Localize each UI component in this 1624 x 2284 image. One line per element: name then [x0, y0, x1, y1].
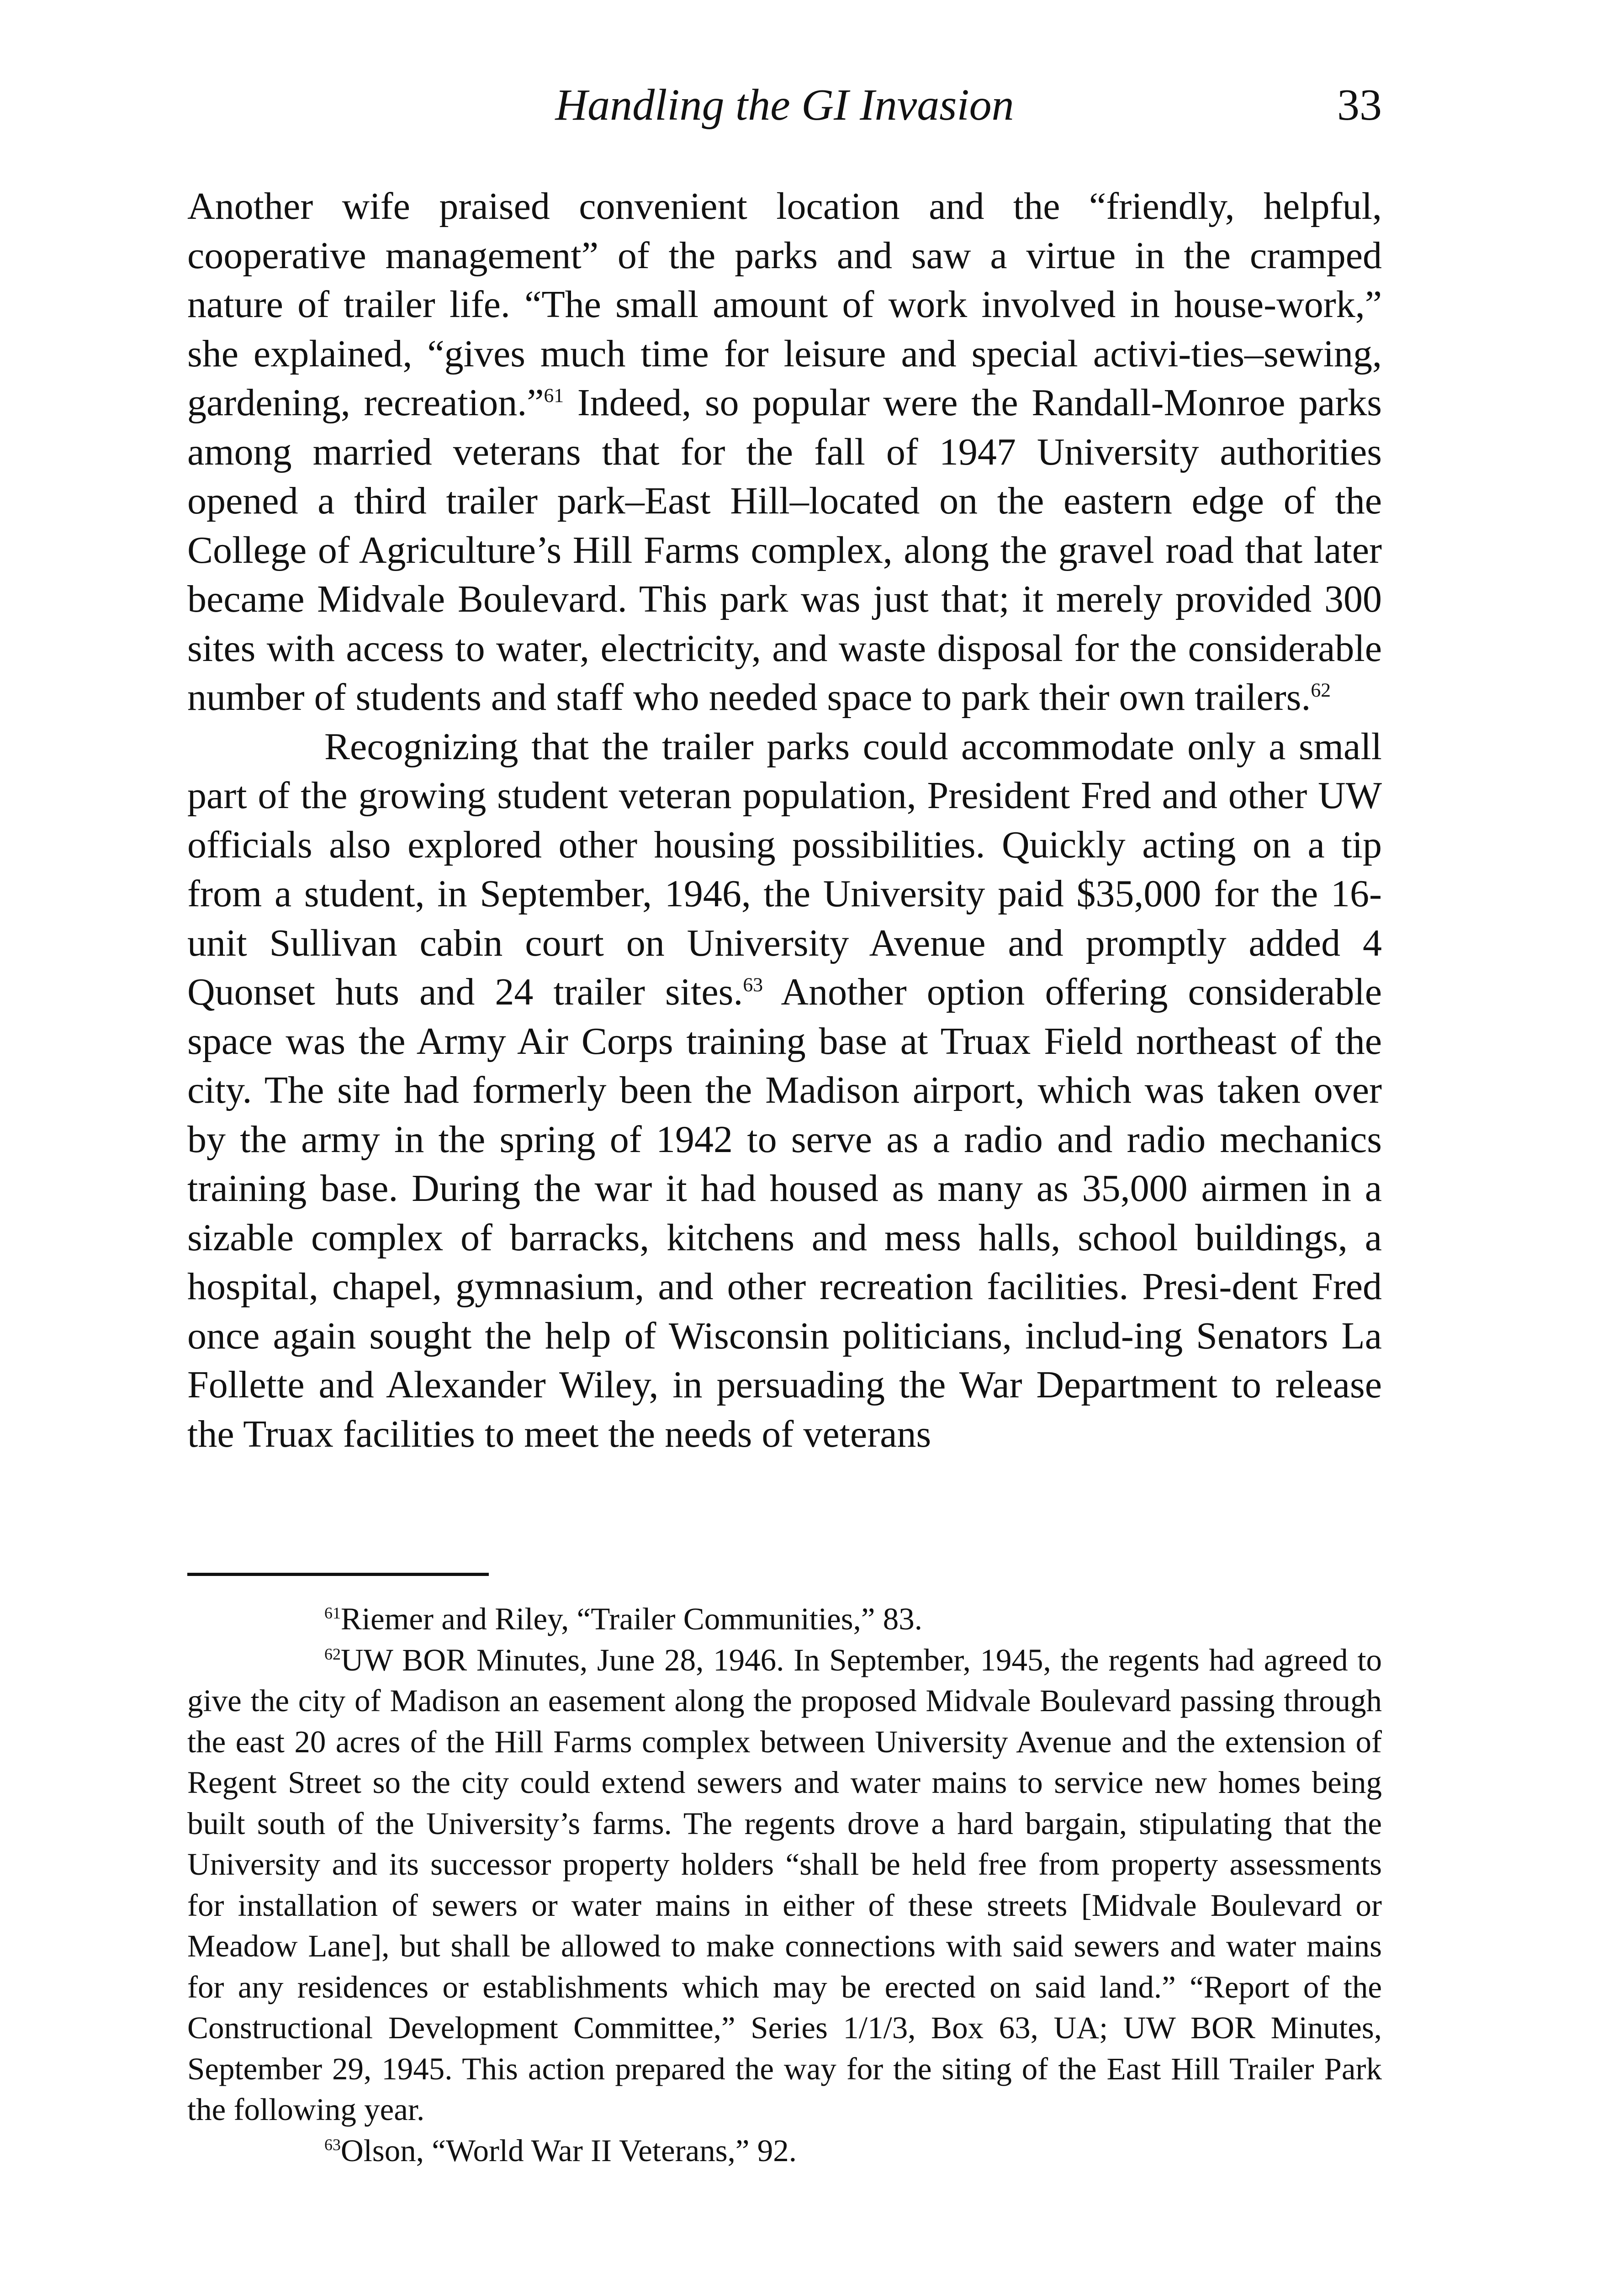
paragraph-text: Another option offering considerable space was the Army Air Corps training base at Truax Field northeast of the city. The site had formerly been the Madison airport, which was taken over by the army in the spring of 1942 to serve as a radio and radio mechanics training base. During the war it had housed as many as 35,000 airmen in a sizable complex of barracks, kitchens and mess halls, school buildings, a hospital, chapel, gymnasium, and other recreation facilities. Presi-dent Fred once again sought the help of Wisconsin politicians, includ-ing Senators La Follette and Alexander Wiley, in persuading the War Department to release the Truax facilities to meet the needs of veterans	[187, 971, 1382, 1455]
body-paragraph	[187, 182, 1382, 722]
paragraph-text: Indeed, so popular were the Randall-Monroe parks among married veterans that for the fall of 1947 University authorities opened a third trailer park–East Hill–located on the eastern edge of the College of Agriculture’s Hill Farms complex, along the gravel road that later became Midvale Boulevard. This park was just that; it merely provided 300 sites with access to water, electricity, and waste disposal for the considerable number of students and staff who needed space to park their own trailers.	[187, 381, 1382, 719]
footnote-reference: 62	[1311, 679, 1331, 701]
footnote	[187, 2131, 1382, 2172]
footnote-text: UW BOR Minutes, June 28, 1946. In September, 1945, the regents had agreed to give the city of Madison an easement along the proposed Midvale Boulevard passing through the east 20 acres of the Hill Farms complex between University Avenue and the extension of Regent Street so the city could extend sewers and water mains to service new homes being built south of the University’s farms. The regents drove a hard bargain, stipulating that the University and its successor property holders “shall be held free from property assessments for installation of sewers or water mains in either of these streets [Midvale Boulevard or Meadow Lane], but shall be allowed to make connections with said sewers and water mains for any residences or establishments which may be erected on said land.” “Report of the Constructional Development Committee,” Series 1/1/3, Box 63, UA; UW BOR Minutes, September 29, 1945. This action prepared the way for the siting of the East Hill Trailer Park the following year.	[187, 1642, 1382, 2127]
footnote	[187, 1640, 1382, 2131]
footnote	[187, 1599, 1382, 1640]
paragraph-text: Another wife praised convenient location and the “friendly, helpful, cooperative management” of the parks and saw a virtue in the cramped nature of trailer life. “The small amount of work involved in house-work,” she explained, “gives much time for leisure and special activi-ties–sewing, gardening, recreation.”	[187, 185, 1382, 424]
body-text	[187, 182, 1382, 1459]
body-paragraph	[187, 722, 1382, 1459]
footnote-mark: 63	[324, 2135, 341, 2154]
footnote-reference: 61	[544, 385, 564, 407]
footnote-reference: 63	[743, 974, 763, 996]
footnote-mark: 62	[324, 1644, 341, 1663]
footnotes	[187, 1599, 1382, 2171]
footnote-mark: 61	[324, 1604, 341, 1622]
paragraph-text: Recognizing that the trailer parks could accommodate only a small part of the growing student veteran population, President Fred and other UW officials also explored other housing possibilities. Quickly acting on a tip from a student, in September, 1946, the University paid $35,000 for the 16-unit Sullivan cabin court on University Avenue and promptly added 4 Quonset huts and 24 trailer sites.	[187, 725, 1382, 1013]
running-title: Handling the GI Invasion	[555, 80, 1014, 130]
running-head	[187, 75, 1382, 135]
footnote-text: Riemer and Riley, “Trailer Communities,” 83.	[340, 1602, 922, 1636]
footnote-text: Olson, “World War II Veterans,” 92.	[340, 2133, 797, 2168]
footnote-divider	[187, 1573, 489, 1576]
page-number: 33	[1337, 80, 1382, 130]
